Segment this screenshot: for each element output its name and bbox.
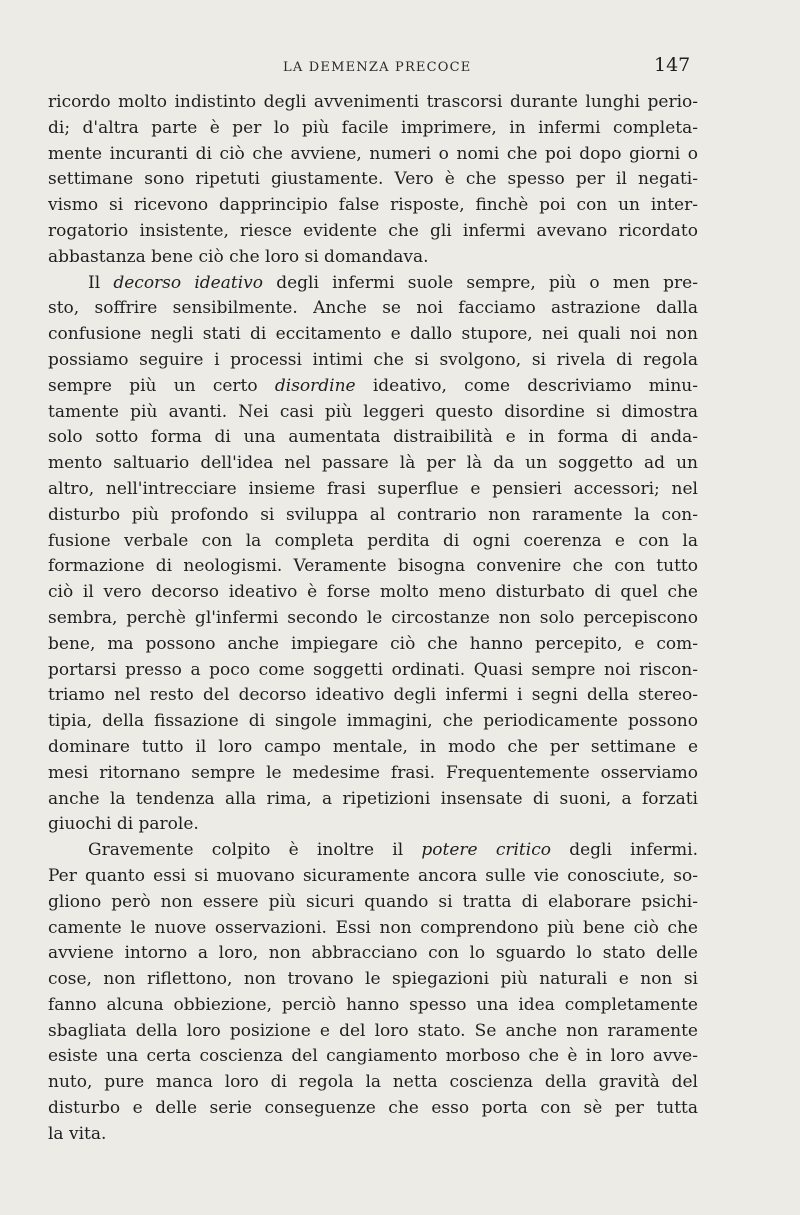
text-line [48, 477, 698, 503]
running-head [0, 54, 800, 84]
text-segment: giuochi di parole. [48, 814, 199, 835]
text-line [48, 296, 698, 322]
text-segment: abbastanza bene ciò che loro si domandava. [48, 246, 429, 267]
text-segment: rogatorio insistente, riesce evidente che gli infermi avevano ricordato [48, 220, 698, 241]
text-segment: portarsi presso a poco come soggetti ordinati. Quasi sempre noi riscon- [48, 659, 698, 680]
text-line [48, 993, 698, 1019]
text-segment: fanno alcuna obbiezione, perciò hanno spesso una idea completamente [48, 994, 698, 1015]
text-segment: mente incuranti di ciò che avviene, numeri o nomi che poi dopo giorni o [48, 143, 698, 164]
text-segment: vismo si ricevono dapprincipio false risposte, finchè poi con un inter- [48, 195, 698, 216]
text-segment: bene, ma possono anche impiegare ciò che hanno percepito, e com- [48, 633, 698, 654]
text-line [48, 219, 698, 245]
text-segment: anche la tendenza alla rima, a ripetizioni insensate di suoni, a forzati [48, 788, 698, 809]
italic-term: potere critico [421, 840, 551, 861]
text-segment: confusione negli stati di eccitamento e dallo stupore, nei quali noi non [48, 324, 698, 345]
text-line [48, 1019, 698, 1045]
text-line [48, 90, 698, 116]
text-segment: Gravemente colpito è inoltre il [88, 840, 422, 861]
text-line [48, 1070, 698, 1096]
text-segment: triamo nel resto del decorso ideativo degli infermi i segni della stereo- [48, 685, 698, 706]
text-line [48, 503, 698, 529]
paragraph [48, 90, 698, 271]
text-line [48, 322, 698, 348]
text-line [48, 787, 698, 813]
text-line [48, 193, 698, 219]
text-segment: avviene intorno a loro, non abbracciano con lo sguardo lo stato delle [48, 943, 698, 964]
text-segment: nuto, pure manca loro di regola la netta coscienza della gravità del [48, 1072, 698, 1093]
text-line [48, 529, 698, 555]
italic-term: decorso ideativo [113, 272, 263, 293]
text-line [48, 683, 698, 709]
text-line [48, 890, 698, 916]
text-line [48, 400, 698, 426]
text-line [48, 1096, 698, 1122]
text-segment: sembra, perchè gl'infermi secondo le circostanze non solo percepiscono [48, 607, 698, 628]
text-segment: tamente più avanti. Nei casi più leggeri questo disordine si dimostra [48, 401, 698, 422]
text-line [48, 271, 698, 297]
text-line [48, 658, 698, 684]
text-line [48, 709, 698, 735]
text-segment: ideativo, come descriviamo minu- [355, 375, 698, 396]
text-segment: ciò il vero decorso ideativo è forse molto meno disturbato di quel che [48, 582, 698, 603]
text-segment: tipia, della fissazione di singole immagini, che periodicamente possono [48, 711, 698, 732]
text-line [48, 425, 698, 451]
text-line [48, 838, 698, 864]
text-line [48, 451, 698, 477]
paragraph [48, 838, 698, 1148]
text-segment: dominare tutto il loro campo mentale, in modo che per settimane e [48, 736, 698, 757]
text-segment: settimane sono ripetuti giustamente. Vero è che spesso per il negati- [48, 169, 698, 190]
text-segment: degli infermi suole sempre, più o men pre- [262, 272, 698, 293]
text-segment: sto, soffrire sensibilmente. Anche se noi facciamo astrazione dalla [48, 298, 698, 319]
text-line [48, 245, 698, 271]
text-segment: mento saltuario dell'idea nel passare là per là da un soggetto ad un [48, 453, 698, 474]
text-line [48, 554, 698, 580]
page-number: 147 [654, 54, 691, 76]
text-segment: fusione verbale con la completa perdita di ogni coerenza e con la [48, 530, 698, 551]
text-segment: Il [88, 272, 114, 293]
text-line [48, 812, 698, 838]
text-line [48, 167, 698, 193]
italic-term: disordine [274, 375, 356, 396]
text-line [48, 374, 698, 400]
text-segment: disturbo e delle serie conseguenze che esso porta con sè per tutta [48, 1098, 698, 1119]
text-line [48, 348, 698, 374]
text-line [48, 580, 698, 606]
text-segment: esiste una certa coscienza del cangiamento morboso che è in loro avve- [48, 1046, 698, 1067]
text-segment: disturbo più profondo si sviluppa al contrario non raramente la con- [48, 504, 698, 525]
text-segment: mesi ritornano sempre le medesime frasi. Frequentemente osserviamo [48, 762, 698, 783]
text-line [48, 606, 698, 632]
text-segment: gliono però non essere più sicuri quando si tratta di elaborare psichi- [48, 891, 698, 912]
paragraph [48, 271, 698, 839]
text-line [48, 1122, 698, 1148]
text-segment: Per quanto essi si muovano sicuramente ancora sulle vie conosciute, so- [48, 865, 698, 886]
text-segment: formazione di neologismi. Veramente bisogna convenire che con tutto [48, 556, 698, 577]
text-segment: solo sotto forma di una aumentata distraibilità e in forma di anda- [48, 427, 698, 448]
text-line [48, 761, 698, 787]
text-line [48, 941, 698, 967]
text-line [48, 142, 698, 168]
text-segment: ricordo molto indistinto degli avvenimenti trascorsi durante lunghi perio- [48, 92, 698, 112]
text-segment: di; d'altra parte è per lo più facile imprimere, in infermi completa- [48, 117, 698, 138]
text-line [48, 116, 698, 142]
text-segment: degli infermi. [550, 840, 698, 861]
text-line [48, 864, 698, 890]
text-segment: possiamo seguire i processi intimi che si svolgono, si rivela di regola [48, 349, 698, 370]
text-line [48, 735, 698, 761]
text-line [48, 632, 698, 658]
body-text [48, 90, 698, 1148]
text-segment: sbagliata della loro posizione e del loro stato. Se anche non raramente [48, 1020, 698, 1041]
text-segment: camente le nuove osservazioni. Essi non comprendono più bene ciò che [48, 917, 698, 938]
text-segment: altro, nell'intrecciare insieme frasi superflue e pensieri accessori; nel [48, 478, 698, 499]
text-segment: la vita. [48, 1123, 107, 1144]
text-line [48, 1044, 698, 1070]
text-line [48, 967, 698, 993]
text-segment: sempre più un certo [48, 375, 275, 396]
text-segment: cose, non riflettono, non trovano le spiegazioni più naturali e non si [48, 969, 698, 990]
running-title: LA DEMENZA PRECOCE [283, 60, 472, 75]
text-line [48, 916, 698, 942]
